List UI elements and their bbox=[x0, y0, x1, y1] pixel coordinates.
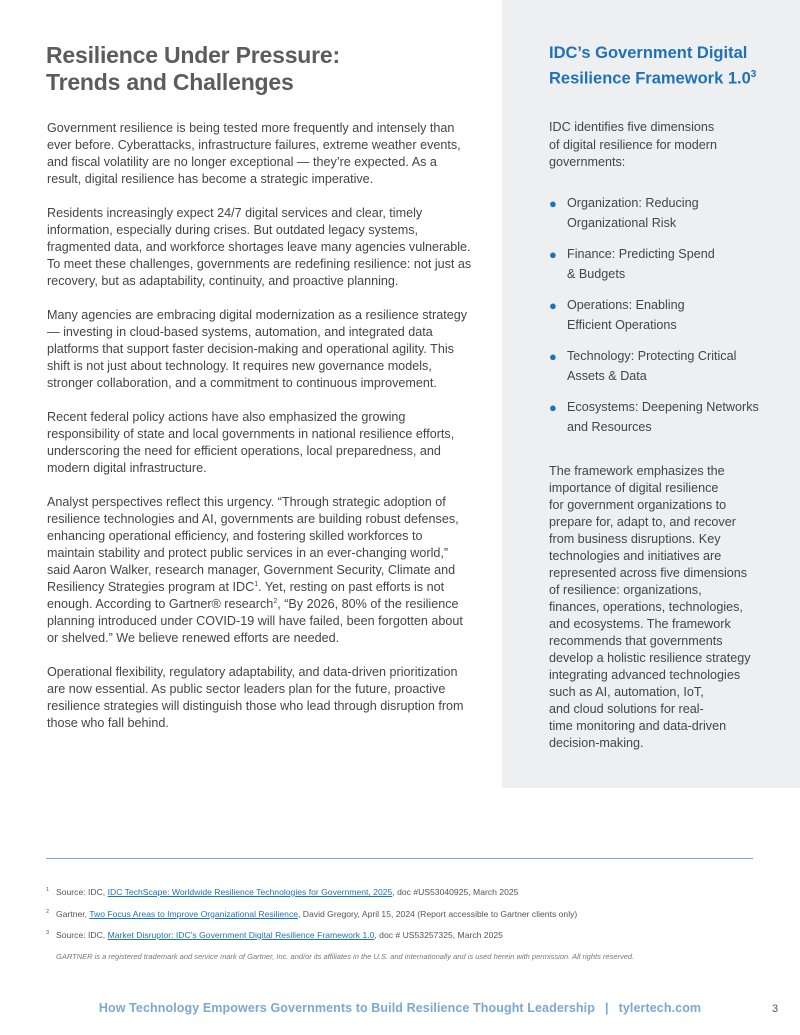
trademark-notice: GARTNER is a registered trademark and service mark of Gartner, Inc. and/or its affiliates in the U.S. and internationally and is used herein with permission. All rights reserved. bbox=[56, 951, 635, 961]
paragraph-5-part-a: Analyst perspectives reflect this urgency. “Through strategic adoption of resilience technologies and AI, governments are building robust defenses, enhancing operational efficiency, and fostering skilled workforces to maintain stability and protect public services in an ever-changing world,” said Aaron Walker, research manager, Government Security, Climate and Resiliency Strategies program at IDC bbox=[47, 495, 459, 594]
closing-line: for government organizations to bbox=[549, 498, 727, 512]
closing-line: such as AI, automation, IoT, bbox=[549, 685, 704, 699]
paragraph-5-part-c: , “By 2026, 80% of the resilience planning introduced under COVID-19 will have failed, been forgotten about or shelved.” We believe renewed efforts are needed. bbox=[47, 597, 463, 645]
footnote-1 bbox=[46, 887, 756, 898]
bullet-icon: ● bbox=[549, 298, 557, 313]
main-body bbox=[47, 120, 472, 749]
list-item-line: Assets & Data bbox=[567, 368, 647, 383]
list-item bbox=[549, 245, 769, 284]
footnote-ref-2: 2 bbox=[273, 597, 278, 605]
paragraph-3: Many agencies are embracing digital modernization as a resilience strategy — investing in cloud-based systems, automation, and integrated data platforms that support faster decision-making and operational agility. This shift is not just about technology. It requires new governance models, stronger collaboration, and a commitment to continuous improvement. bbox=[47, 308, 468, 390]
footnote-3 bbox=[46, 930, 756, 941]
bullet-icon: ● bbox=[549, 196, 557, 211]
sidebar-title-line-2-wrap bbox=[549, 64, 779, 90]
footnote-suffix: , doc # US53257325, March 2025 bbox=[374, 930, 503, 940]
list-item-line: Technology: Protecting Critical bbox=[567, 349, 737, 363]
paragraph-1: Government resilience is being tested more frequently and intensely than ever before. Cyberattacks, infrastructure failures, extreme weather events, and fiscal volatility are no longer exceptional — they’re expected. As a result, digital resilience has become a strategic imperative. bbox=[47, 121, 461, 186]
footnote-suffix: , David Gregory, April 15, 2024 (Report accessible to Gartner clients only) bbox=[298, 908, 578, 919]
sidebar-intro-line: of digital resilience for modern bbox=[549, 137, 717, 152]
paragraph-4: Recent federal policy actions have also emphasized the growing responsibility of state and local governments in national resilience efforts, underscoring the need for efficient operations, local preparedness, and modern digital infrastructure. bbox=[47, 410, 455, 475]
closing-line: The framework emphasizes the bbox=[549, 464, 725, 478]
closing-line: develop a holistic resilience strategy bbox=[549, 651, 751, 665]
closing-line: technologies and initiatives are bbox=[549, 549, 722, 563]
sidebar-intro bbox=[549, 119, 749, 172]
list-item-line: and Resources bbox=[567, 419, 652, 434]
list-item bbox=[549, 194, 769, 233]
footnote-2 bbox=[46, 909, 756, 920]
sidebar-title bbox=[549, 43, 779, 90]
closing-line: and cloud solutions for real- bbox=[549, 702, 704, 716]
page-title-line-2: Trends and Challenges bbox=[46, 69, 294, 95]
footnote-divider bbox=[46, 858, 753, 859]
footnote-ref-3: 3 bbox=[750, 69, 757, 80]
closing-line: decision-making. bbox=[549, 736, 644, 750]
sidebar-title-line-2: Resilience Framework 1.0 bbox=[549, 69, 751, 88]
footnote-number: 3 bbox=[46, 930, 50, 936]
footnote-prefix: Source: IDC, bbox=[56, 887, 108, 897]
dimensions-list bbox=[549, 194, 769, 449]
paragraph-5 bbox=[47, 494, 472, 647]
footer-site-link[interactable]: tylertech.com bbox=[618, 1001, 702, 1015]
footer-title: How Technology Empowers Governments to Build Resilience Thought Leadership bbox=[98, 1001, 595, 1015]
footnote-number: 1 bbox=[46, 887, 50, 893]
list-item bbox=[549, 398, 769, 437]
closing-line: importance of digital resilience bbox=[549, 481, 719, 495]
closing-line: recommends that governments bbox=[549, 634, 723, 648]
bullet-icon: ● bbox=[549, 247, 557, 262]
closing-line: from business disruptions. Key bbox=[549, 532, 721, 546]
footnote-suffix: , doc #US53040925, March 2025 bbox=[392, 887, 519, 897]
list-item bbox=[549, 296, 769, 335]
closing-line: and ecosystems. The framework bbox=[549, 617, 731, 631]
footnote-2-link[interactable]: Two Focus Areas to Improve Organizational Resilience bbox=[89, 908, 299, 919]
page-number: 3 bbox=[772, 1003, 779, 1015]
footer-separator: | bbox=[604, 1001, 609, 1015]
footnote-1-link[interactable]: IDC TechScape: Worldwide Resilience Technologies for Government, 2025 bbox=[107, 887, 393, 897]
closing-line: represented across five dimensions bbox=[549, 566, 748, 580]
list-item-line: & Budgets bbox=[567, 266, 626, 281]
footnote-number: 2 bbox=[46, 908, 50, 915]
footnote-3-link[interactable]: Market Disruptor: IDC’s Government Digital Resilience Framework 1.0 bbox=[107, 930, 375, 940]
closing-line: integrating advanced technologies bbox=[549, 668, 741, 682]
list-item-line: Finance: Predicting Spend bbox=[567, 247, 715, 261]
sidebar-title-line-1: IDC’s Government Digital bbox=[549, 44, 748, 62]
list-item-line: Efficient Operations bbox=[567, 317, 677, 332]
sidebar-intro-line: governments: bbox=[549, 155, 626, 169]
closing-line: finances, operations, technologies, bbox=[549, 600, 743, 614]
list-item-line: Organizational Risk bbox=[567, 215, 677, 230]
closing-line: prepare for, adapt to, and recover bbox=[549, 515, 736, 529]
paragraph-6: Operational flexibility, regulatory adaptability, and data-driven prioritization are now essential. As public sector leaders plan for the future, proactive resilience strategies will distinguish those who lead through disruption from those who fall behind. bbox=[47, 665, 464, 730]
page-title-line-1: Resilience Under Pressure: bbox=[46, 42, 340, 68]
list-item-line: Ecosystems: Deepening Networks bbox=[567, 400, 759, 414]
page-footer bbox=[0, 1001, 800, 1015]
sidebar-closing-paragraph bbox=[549, 463, 764, 752]
closing-line: of resilience: organizations, bbox=[549, 583, 702, 597]
bullet-icon: ● bbox=[549, 349, 557, 364]
footnote-prefix: Source: IDC, bbox=[56, 930, 108, 940]
paragraph-5-part-b: . Yet, resting on past efforts is not enough. According to Gartner® research bbox=[47, 580, 445, 611]
sidebar-intro-line: IDC identifies five dimensions bbox=[549, 120, 715, 134]
list-item-line: Operations: Enabling bbox=[567, 298, 685, 312]
footnotes bbox=[46, 887, 756, 962]
footnote-prefix: Gartner, bbox=[56, 908, 90, 919]
footnote-ref-1: 1 bbox=[254, 580, 259, 588]
paragraph-2: Residents increasingly expect 24/7 digital services and clear, timely information, especially during crises. But outdated legacy systems, fragmented data, and workforce shortages leave many agencies vulnerable. To meet these challenges, governments are redefining resilience: not just as recovery, but as adaptability, continuity, and proactive planning. bbox=[47, 206, 472, 288]
closing-line: time monitoring and data-driven bbox=[549, 719, 727, 733]
list-item-line: Organization: Reducing bbox=[567, 196, 699, 210]
bullet-icon: ● bbox=[549, 400, 557, 415]
list-item bbox=[549, 347, 769, 386]
page-title bbox=[46, 42, 466, 96]
